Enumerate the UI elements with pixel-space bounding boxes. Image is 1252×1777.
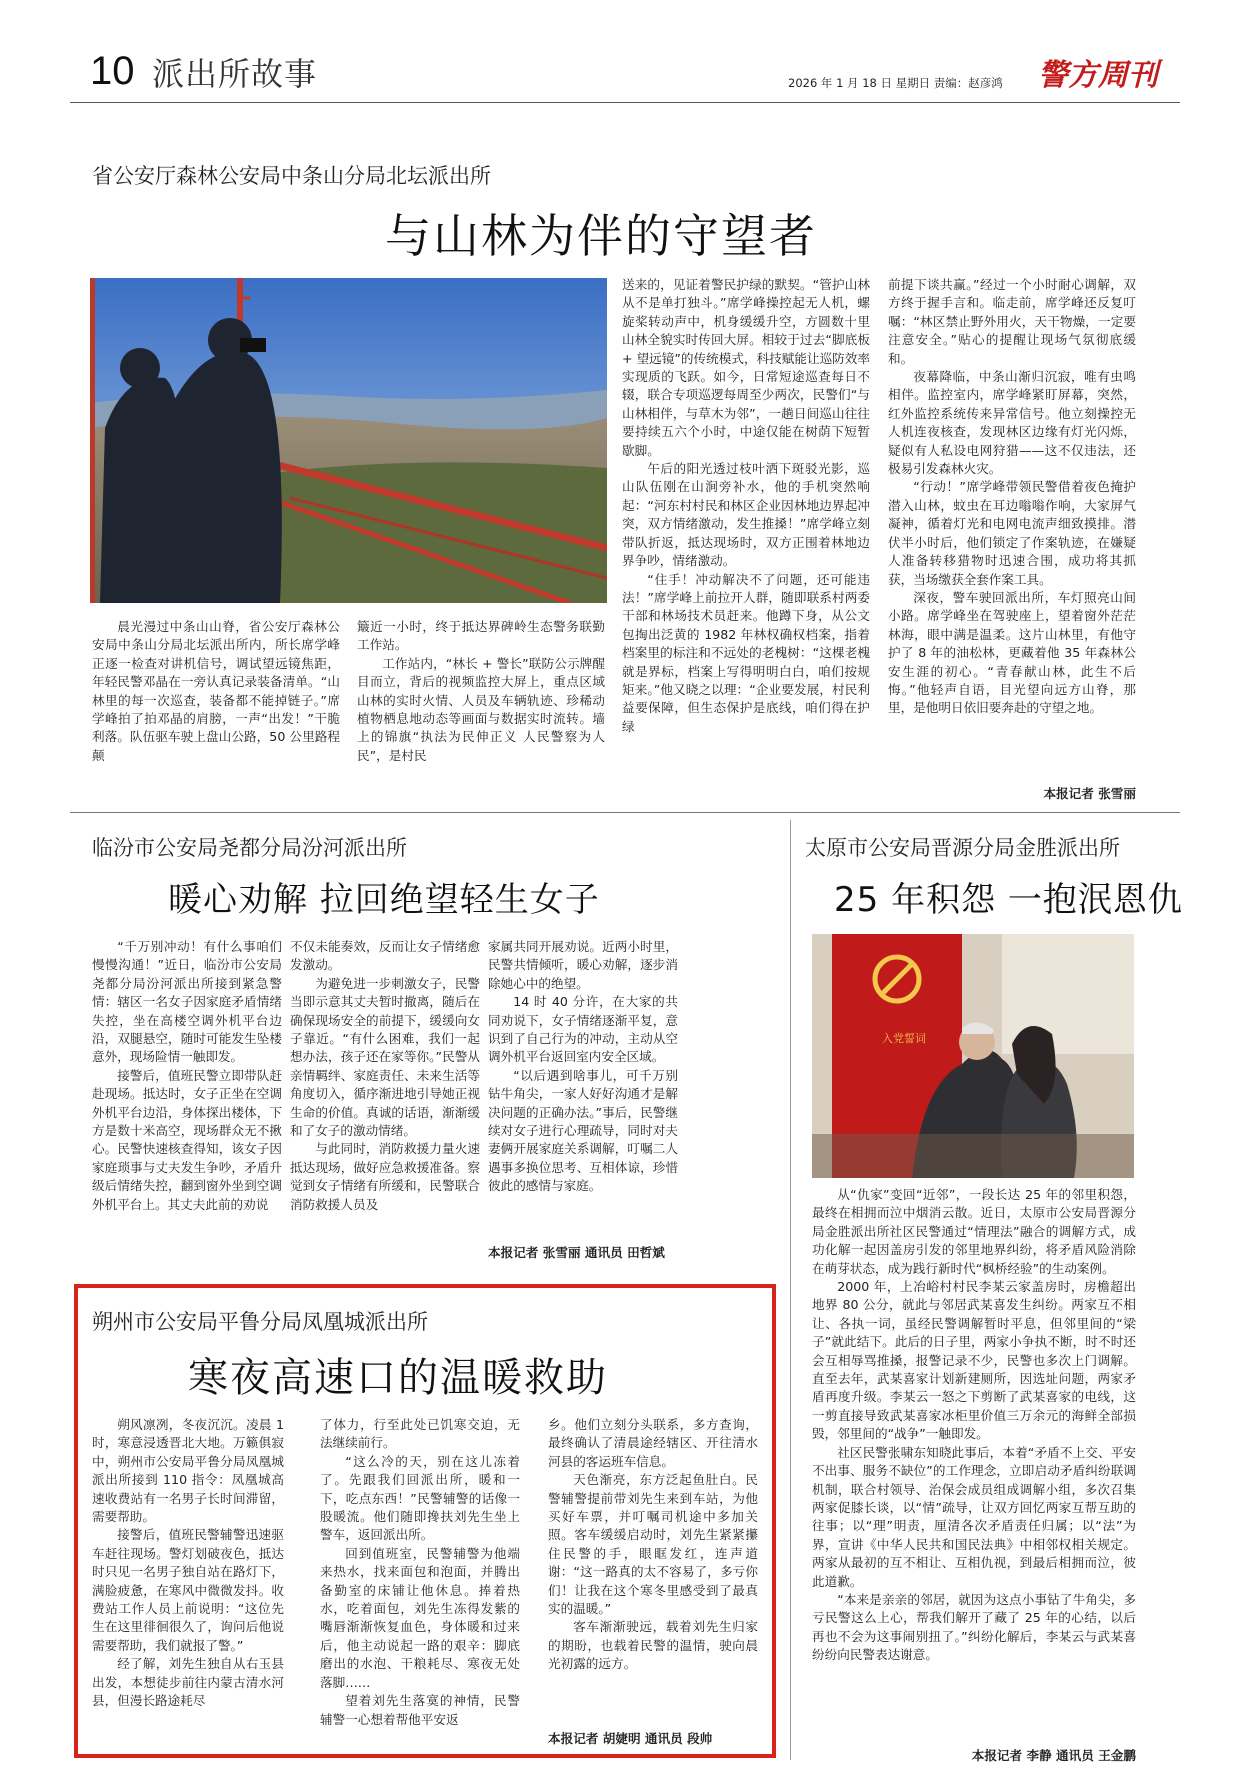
story4-col2: 了体力，行至此处已饥寒交迫，无法继续前行。 “这么冷的天，别在这儿冻着了。先跟我们回派出所，暖和一下，吃点东西！”民警辅警的话像一股暖流。他们随即搀扶刘先生坐上警车，返回派出所。 回到值班室，民警辅警为他端来热水，找来面包和泡面，并腾出备勤室的床铺让他休息。捧着热水，吃着面包，刘先生冻得发紫的嘴唇渐渐恢复血色，身体暖和过来后，他主动说起一路的艰辛：脚底磨出的水泡、干粮耗尽、寒夜无处落脚…… 望着刘先生落寞的神情，民警辅警一心想着帮他平安返 — [320, 1417, 520, 1727]
oath-sign: 入党誓词 — [882, 1032, 926, 1045]
story2-col2: 不仅未能奏效，反而让女子情绪愈发激动。 为避免进一步刺激女子，民警当即示意其丈夫暂时撤离，随后在确保现场安全的前提下，缓缓向女子靠近。“有什么困难，我们一起想办法，孩子还在家等你。”民警从亲情羁绊、家庭责任、未来生活等角度切入，循序渐进地引导她正视生命的价值。真诚的话语，渐渐缓和了女子的激动情绪。 与此同时，消防救援力量火速抵达现场，做好应急救援准备。察觉到女子情绪有所缓和，民警联合消防救援人员及 — [290, 939, 480, 1212]
story4-col3: 乡。他们立刻分头联系，多方查询，最终确认了清晨途经辖区、开往清水河县的客运班车信息。 天色渐亮，东方泛起鱼肚白。民警辅警提前带刘先生来到车站，为他买好车票，并叮嘱司机途中多加关照。客车缓缓启动时，刘先生紧紧攥住民警的手，眼眶发红，连声道谢：“这一路真的太不容易了，多亏你们！让我在这个寒冬里感受到了最真实的温暖。” 客车渐渐驶远，载着刘先生归家的期盼，也载着民警的温情，驶向晨光初露的远方。 — [548, 1417, 758, 1672]
masthead-logo: 警方周刊 — [1038, 58, 1158, 93]
story4-col1: 朔风凛冽，冬夜沉沉。凌晨 1 时，寒意浸透晋北大地。万籁俱寂中，朔州市公安局平鲁分局凤凰城派出所接到 110 指令：凤凰城高速收费站有一名男子长时间滞留，需要帮助。 接警后，值班民警辅警迅速驱车赶往现场。警灯划破夜色，抵达时只见一名男子独自站在路灯下，满脸疲惫，在寒风中微微发抖。收费站工作人员上前说明：“这位先生在这里徘徊很久了，询问后他说需要帮助，我们就报了警。” 经了解，刘先生独自从右玉县出发，本想徒步前往内蒙古清水河县，但漫长路途耗尽 — [92, 1417, 284, 1709]
column-divider — [790, 820, 791, 1760]
story1-bottom-rule — [70, 812, 1180, 813]
story1-byline: 本报记者 张雪丽 — [1043, 786, 1136, 801]
story2-col3: 家属共同开展劝说。近两小时里，民警共情倾听，暖心劝解，逐步消除她心中的绝望。 14 时 40 分许，在大家的共同劝说下，女子情绪逐渐平复，意识到了自己行为的冲动，主动从空调外机平台返回室内安全区域。 “以后遇到啥事儿，可千万别钻牛角尖，一家人好好沟通才是解决问题的正确办法。”事后，民警继续对女子进行心理疏导，同时对夫妻俩开展家庭关系调解，叮嘱二人遇事多换位思考、互相体谅，珍惜彼此的感情与家庭。 — [488, 939, 678, 1194]
header-rule — [70, 102, 1180, 103]
story1-col4: 前提下谈共赢。”经过一个小时耐心调解，双方终于握手言和。临走前，席学峰还反复叮嘱：“林区禁止野外用火，天干物燥，一定要注意安全。”贴心的提醒让现场气氛彻底缓和。 夜幕降临，中条山渐归沉寂，唯有虫鸣相伴。监控室内，席学峰紧盯屏幕，突然，红外监控系统传来异常信号。他立刻操控无人机连夜核查，发现林区边缘有灯光闪烁，疑似有人私设电网狩猎——这不仅违法，还极易引发森林火灾。 “行动！”席学峰带领民警借着夜色掩护潜入山林，蚊虫在耳边嗡嗡作响，大家屏气凝神，循着灯光和电网电流声细致摸排。潜伏半小时后，他们锁定了作案轨迹，在嫌疑人准备转移猎物时迅速合围，成功将其抓获，当场缴获全套作案工具。 深夜，警车驶回派出所，车灯照亮山间小路。席学峰坐在驾驶座上，望着窗外茫茫林海，眼中满是温柔。这片山林里，有他守护了 8 年的油松林，更藏着他 35 年森林公安生涯的初心。“青春献山林，此生不后悔。”他轻声自语，目光望向远方山脊，那里，是他明日依旧要奔赴的守望之地。 — [888, 277, 1136, 716]
story2-byline: 本报记者 张雪丽 通讯员 田哲斌 — [488, 1245, 665, 1260]
section-name: 派出所故事 — [152, 55, 318, 93]
story3-photo — [812, 934, 1134, 1178]
story4-byline: 本报记者 胡婕明 通讯员 段帅 — [548, 1731, 713, 1746]
story4-kicker: 朔州市公安局平鲁分局凤凰城派出所 — [92, 1310, 428, 1334]
story1-col1: 晨光漫过中条山山脊，省公安厅森林公安局中条山分局北坛派出所内，所长席学峰正逐一检查对讲机信号，调试望远镜焦距，年轻民警邓晶在一旁认真记录装备清单。“山林里的每一次巡查，装备都不能掉链子。”席学峰拍了拍邓晶的肩膀，一声“出发！”干脆利落。队伍驱车驶上盘山公路，50 公里路程颠 — [92, 619, 340, 763]
story3-title: 25 年积怨 一抱泯恩仇 — [834, 880, 1183, 920]
story1-kicker: 省公安厅森林公安局中条山分局北坛派出所 — [92, 164, 491, 188]
story3-byline: 本报记者 李静 通讯员 王金鹏 — [971, 1748, 1136, 1763]
story2-kicker: 临汾市公安局尧都分局汾河派出所 — [92, 836, 407, 860]
story3-kicker: 太原市公安局晋源分局金胜派出所 — [805, 836, 1120, 860]
date-line: 2026 年 1 月 18 日 星期日 责编：赵彦鸿 — [788, 76, 1003, 90]
story1-col3: 送来的，见证着警民护绿的默契。“管护山林从不是单打独斗。”席学峰操控起无人机，螺旋桨转动声中，机身缓缓升空，方圆数十里山林全貌实时传回大屏。相较于过去“脚底板 + 望远镜”的传统模式，科技赋能让巡防效率实现质的飞跃。如今，日常短途巡查每日不辍，联合专项巡逻每周至少两次，民警们“与山林相伴，与草木为邻”，一趟日间巡山往往要持续五六个小时，中途仅能在树荫下短暂歇脚。 午后的阳光透过枝叶洒下斑驳光影，巡山队伍刚在山涧旁补水，他的手机突然响起：“河东村村民和林区企业因林地边界起冲突，双方情绪激动，发生推搡！”席学峰立刻带队折返，抵达现场时，双方正围着林地边界争吵，情绪激动。 “住手！冲动解决不了问题，还可能违法！”席学峰上前拉开人群，随即联系村两委干部和林场技术员赶来。他蹲下身，从公文包掏出泛黄的 1982 年林权确权档案，指着档案里的标注和不远处的老槐树：“这棵老槐就是界标，档案上写得明明白白，咱们按规矩来。”他又晓之以理：“企业要发展，村民利益要保障，但生态保护是底线，咱们得在护绿 — [622, 277, 870, 734]
story1-col2: 簸近一小时，终于抵达界碑岭生态警务联勤工作站。 工作站内，“林长 + 警长”联防公示牌醒目而立，背后的视频监控大屏上，重点区域山林的实时火情、人员及车辆轨迹、珍稀动植物栖息地动态等画面与数据实时流转。墙上的锦旗“执法为民伸正义 人民警察为人民”，是村民 — [357, 619, 605, 763]
story1-photo — [90, 278, 607, 603]
story1-title: 与山林为伴的守望者 — [385, 209, 817, 263]
story2-col1: “千万别冲动！有什么事咱们慢慢沟通！”近日，临汾市公安局尧都分局汾河派出所接到紧急警情：辖区一名女子因家庭矛盾情绪失控，坐在高楼空调外机平台边沿，双腿悬空，随时可能发生坠楼意外，现场险情一触即发。 接警后，值班民警立即带队赶赴现场。抵达时，女子正坐在空调外机平台边沿，身体探出楼体，下方是数十米高空，现场群众无不揪心。民警快速核查得知，该女子因家庭琐事与丈夫发生争吵，矛盾升级后情绪失控，翻到窗外坐到空调外机平台上。其丈夫此前的劝说 — [92, 939, 282, 1212]
page-number: 10 — [90, 49, 135, 93]
story3-body: 从“仇家”变回“近邻”，一段长达 25 年的邻里积怨，最终在相拥而泣中烟消云散。近日，太原市公安局晋源分局金胜派出所社区民警通过“情理法”融合的调解方式，成功化解一起因盖房引发的邻里地界纠纷，将矛盾风险消除在萌芽状态，成为践行新时代“枫桥经验”的生动案例。 2000 年，上冶峪村村民李某云家盖房时，房檐超出地界 80 公分，就此与邻居武某喜发生纠纷。两家互不相让、各执一词，虽经民警调解暂时平息，但邻里间的“梁子”就此结下。此后的日子里，两家小争执不断，时不时还会互相辱骂推搡，报警记录不少，民警也多次上门调解。直至去年，武某喜家计划新建厕所，因选址问题，两家矛盾再度升级。李某云一怒之下剪断了武某喜家的电线，这一剪直接导致武某喜家冰柜里价值三万余元的海鲜全部损毁，邻里间的“战争”一触即发。 社区民警张啸东知晓此事后，本着“矛盾不上交、平安不出事、服务不缺位”的工作理念，立即启动矛盾纠纷联调机制，联合村领导、治保会成员组成调解小组，多次召集两家促膝长谈，以“情”疏导，让双方回忆两家互帮互助的往事；以“理”明责，厘清各次矛盾责任归属；以“法”为界，宣讲《中华人民共和国民法典》中相邻权相关规定。两家从最初的互不相让、互相仇视，到最后相拥而泣，彼此道歉。 “本来是亲亲的邻居，就因为这点小事钻了牛角尖，多亏民警这么上心，帮我们解开了藏了 25 年的心结，以后再也不会为这事闹别扭了。”纠纷化解后，李某云与武某喜纷纷向民警表达谢意。 — [812, 1187, 1136, 1663]
story2-title: 暖心劝解 拉回绝望轻生女子 — [168, 880, 600, 920]
story4-title: 寒夜高速口的温暖救助 — [188, 1355, 608, 1401]
